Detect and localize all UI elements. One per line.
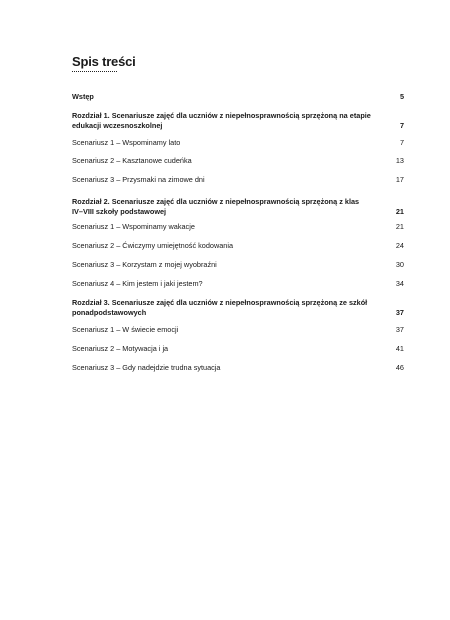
toc-entry-label: Rozdział 2. Scenariusze zajęć dla uczniów z niepełnosprawnością sprzężoną z klas IV–VIII szkoły podstawowej	[72, 197, 360, 216]
toc-entry-page: 13	[395, 156, 404, 165]
toc-entry-page: 41	[395, 344, 404, 353]
toc-entry-page: 5	[399, 92, 404, 101]
toc-entry-page: 21	[395, 222, 404, 231]
toc-entry-page: 37	[395, 308, 404, 317]
toc-entry-label: Scenariusz 2 – Motywacja i ja	[72, 344, 169, 353]
toc-entry-page: 46	[395, 363, 404, 372]
toc-entry	[72, 138, 404, 148]
toc-entry-label: Scenariusz 1 – W świecie emocji	[72, 325, 179, 334]
toc-entry-page: 21	[395, 207, 404, 216]
toc-entry-label: Wstęp	[72, 92, 94, 101]
toc-entry-chapter-1	[72, 111, 404, 131]
toc-entry-label: Scenariusz 2 – Kasztanowe cudeńka	[72, 156, 192, 165]
toc-entry	[72, 260, 404, 270]
toc-entry-page: 24	[395, 241, 404, 250]
toc-entry-chapter-2	[72, 197, 404, 217]
toc-entry-label: Scenariusz 1 – Wspominamy lato	[72, 138, 181, 147]
toc-entry-label: Scenariusz 4 – Kim jestem i jaki jestem?	[72, 279, 203, 288]
toc-entry-page: 37	[395, 325, 404, 334]
toc-entry-page: 17	[395, 175, 404, 184]
toc-entry-intro	[72, 92, 404, 102]
toc-entry	[72, 279, 404, 289]
toc-title: Spis treści	[72, 54, 136, 69]
toc-entry-page: 30	[395, 260, 404, 269]
toc-entry-chapter-3	[72, 298, 404, 318]
toc-entry	[72, 363, 404, 373]
toc-entry-page: 34	[395, 279, 404, 288]
toc-entry	[72, 222, 404, 232]
toc-entry	[72, 241, 404, 251]
toc-entry-page: 7	[399, 121, 404, 130]
toc-entry	[72, 344, 404, 354]
title-underline	[72, 71, 117, 72]
toc-entry-label: Rozdział 1. Scenariusze zajęć dla uczniów z niepełnosprawnością sprzężoną na etapie edukacji wczesnoszkolnej	[72, 111, 371, 130]
toc-entry-label: Scenariusz 1 – Wspominamy wakacje	[72, 222, 195, 231]
toc-entry-label: Scenariusz 3 – Przysmaki na zimowe dni	[72, 175, 205, 184]
toc-entry-label: Scenariusz 2 – Ćwiczymy umiejętność kodowania	[72, 241, 234, 250]
toc-entry-label: Scenariusz 3 – Korzystam z mojej wyobraźni	[72, 260, 217, 269]
toc-entry	[72, 325, 404, 335]
toc-entry-page: 7	[399, 138, 404, 147]
toc-entry-label: Scenariusz 3 – Gdy nadejdzie trudna sytuacja	[72, 363, 221, 372]
toc-entry	[72, 175, 404, 185]
toc-entry-label: Rozdział 3. Scenariusze zajęć dla uczniów z niepełnosprawnością sprzężoną ze szkół ponadpodstawowych	[72, 298, 368, 317]
toc-entry	[72, 156, 404, 166]
